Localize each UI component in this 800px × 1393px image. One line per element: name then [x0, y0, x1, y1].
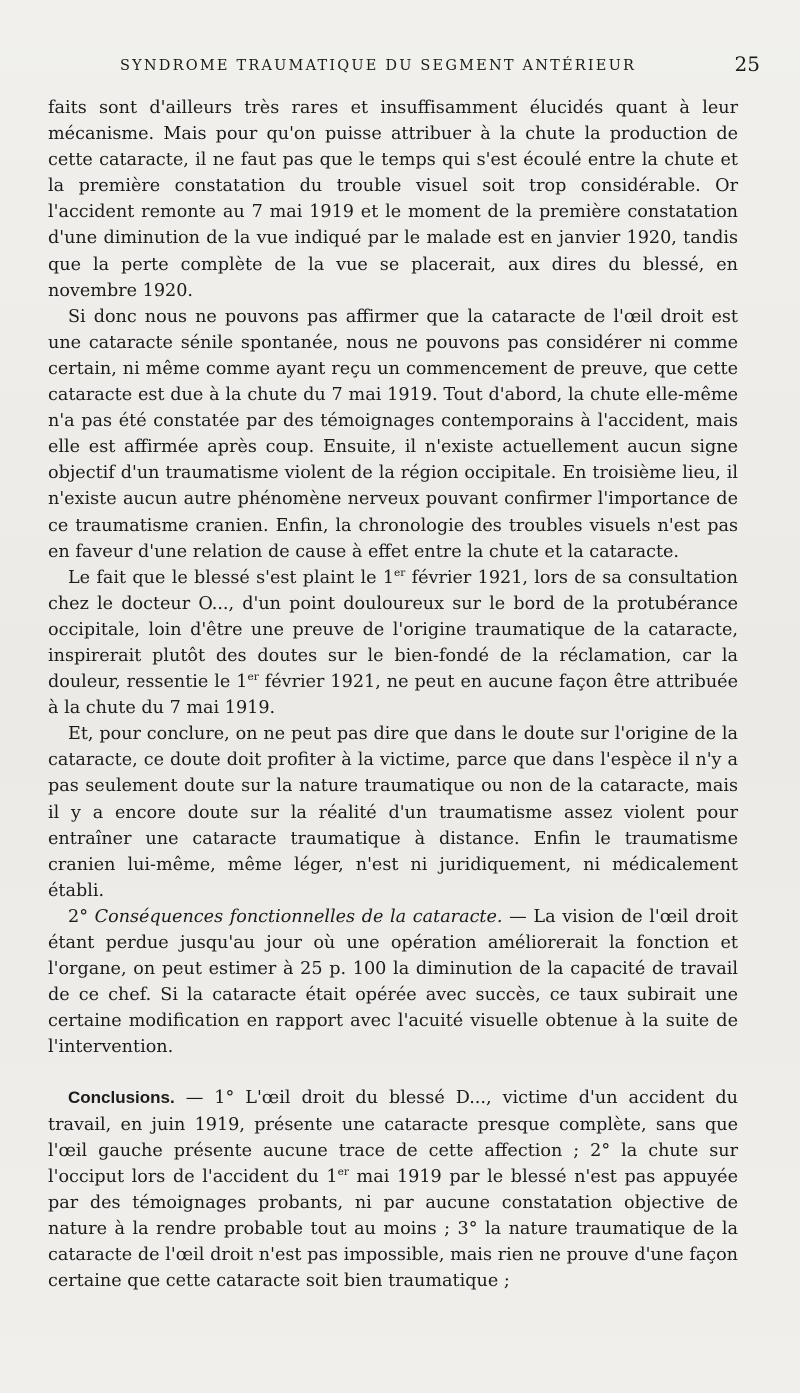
superscript-er: er	[394, 566, 406, 579]
paragraph-4: Et, pour conclure, on ne peut pas dire que dans le doute sur l'origine de la cataracte, ce doute doit profiter à la victime, parce que dans l'espèce il n'y a pas seulement doute sur la nature traumatique ou non de la cataracte, mais il y a encore doute sur la réalité d'un traumatisme assez violent pour entraîner une cataracte traumatique à distance. Enfin le traumatisme cranien lui-même, même léger, n'est ni juridiquement, ni médicalement établi.	[48, 724, 738, 901]
conclusions-heading: Conclusions.	[68, 1088, 175, 1108]
paragraph-5	[48, 904, 738, 1061]
running-head: SYNDROME TRAUMATIQUE DU SEGMENT ANTÉRIEUR	[120, 58, 637, 74]
superscript-er: er	[247, 671, 259, 684]
superscript-er: er	[337, 1165, 349, 1178]
paragraph-3-part-b: février 1921, lors de sa consultation chez le docteur O..., d'un point douloureux sur le bord de la protubérance occipitale, loin d'être une preuve de l'origine traumatique de la cataracte, inspirerait plutôt des doutes sur le bien-fondé de la réclamation, car la douleur, ressentie le 1	[48, 567, 738, 693]
conclusions-part-a: — 1° L'œil droit du blessé D..., victime d'un accident du travail, en juin 1919, présente une cataracte presque complète, sans que l'œil gauche présente aucune trace de cette affection ; 2° la chute sur l'occiput lors de l'accident du 1	[48, 1088, 738, 1187]
paragraph-2: Si donc nous ne pouvons pas affirmer que la cataracte de l'œil droit est une cataracte sénile spontanée, nous ne pouvons pas considérer ni comme certain, ni même comme ayant reçu un commencement de preuve, que cette cataracte est due à la chute du 7 mai 1919. Tout d'abord, la chute elle-même n'a pas été constatée par des témoignages contemporains à l'accident, mais elle est affirmée après coup. Ensuite, il n'existe actuellement aucun signe objectif d'un traumatisme violent de la région occipitale. En troisième lieu, il n'existe aucun autre phénomène nerveux pouvant confirmer l'importance de ce traumatisme cranien. Enfin, la chronologie des troubles visuels n'est pas en faveur d'une relation de cause à effet entre la chute et la cataracte.	[48, 306, 738, 562]
paragraph-conclusions	[48, 1085, 738, 1294]
page-number: 25	[734, 52, 760, 76]
paragraph-5-text: — La vision de l'œil droit étant perdue jusqu'au jour où une opération améliorerait la fonction et l'organe, on peut estimer à 25 p. 100 la diminution de la capacité de travail de ce chef. Si la cataracte était opérée avec succès, ce taux subirait une certaine modification en rapport avec l'acuité visuelle obtenue à la suite de l'intervention.	[48, 906, 738, 1058]
paragraph-1: faits sont d'ailleurs très rares et insuffisamment élucidés quant à leur mécanisme. Mais pour qu'on puisse attribuer à la chute la production de cette cataracte, il ne faut pas que le temps qui s'est écoulé entre la chute et la première constatation du trouble visuel soit trop considérable. Or l'accident remonte au 7 mai 1919 et le moment de la première constatation d'une diminution de la vue indiqué par le malade est en janvier 1920, tandis que la perte complète de la vue se placerait, aux dires du blessé, en novembre 1920.	[48, 98, 738, 301]
paragraph-3	[48, 565, 738, 722]
paragraph-3-part-c: février 1921, ne peut en aucune façon être attribuée à la chute du 7 mai 1919.	[48, 672, 738, 719]
conclusions-part-b: mai 1919 par le blessé n'est pas appuyée par des témoignages probants, ni par aucune constatation objective de nature à la rendre probable tout au moins ; 3° la nature traumatique de la cataracte de l'œil droit n'est pas impossible, mais rien ne prouve d'une façon certaine que cette cataracte soit bien traumatique ;	[48, 1166, 739, 1292]
section-heading: Conséquences fonctionnelles de la cataracte.	[94, 906, 503, 927]
body-text	[48, 95, 738, 1294]
section-number: 2°	[68, 906, 95, 927]
paragraph-3-part-a: Le fait que le blessé s'est plaint le 1	[68, 567, 395, 588]
page-header	[120, 52, 760, 88]
